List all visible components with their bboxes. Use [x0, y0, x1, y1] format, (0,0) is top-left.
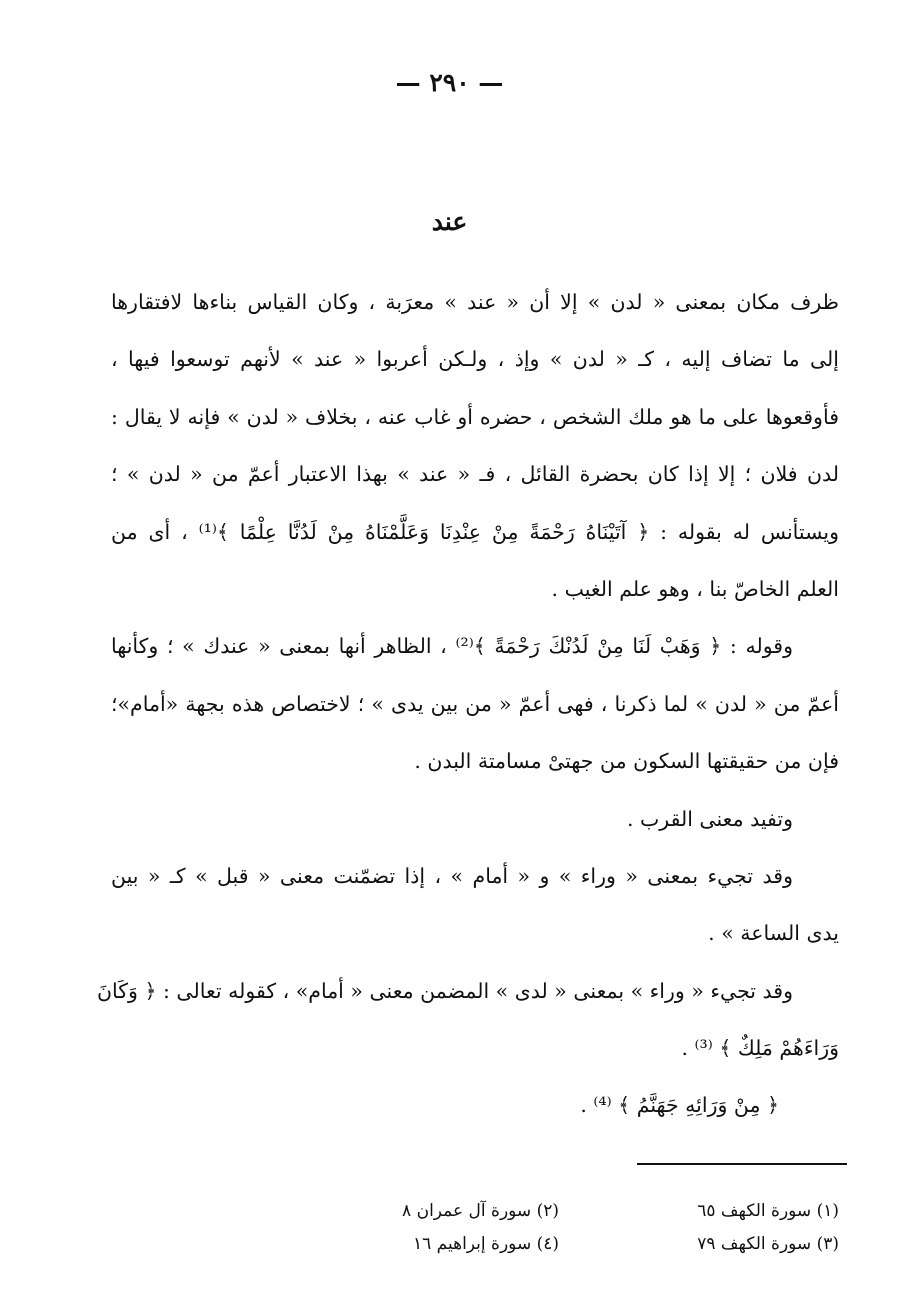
section-heading: عند [431, 207, 468, 236]
body-line: العلم الخاصّ بنا ، وهو علم الغيب . [551, 576, 839, 601]
footnote-3: (٣) سورة الكهف ٧٩ [697, 1234, 839, 1254]
body-line: ظرف مكان بمعنى « لدن » إلا أن « عند » معرَبة ، وكان القياس بناءها لافتقارها [111, 290, 839, 314]
body-line: فأوقعوها على ما هو ملك الشخص ، حضره أو غاب عنه ، بخلاف « لدن » فإنه لا يقال : [111, 404, 839, 429]
body-line: وقد تجيء بمعنى « وراء » و « أمام » ، إذا تضمّنت معنى « قبل » كـ « بين [111, 863, 793, 888]
body-text [97, 282, 839, 1143]
body-line: إلى ما تضاف إليه ، كـ « لدن » وإذ ، ولـكن أعربوا « عند » لأنهم توسعوا فيها ، [111, 347, 839, 372]
body-line: يدى الساعة » . [708, 921, 839, 946]
body-line: وتفيد معنى القرب . [626, 806, 793, 831]
body-line: ويستأنس له بقوله : ﴿ آتَيْنَاهُ رَحْمَةً مِنْ عِنْدِنَا وَعَلَّمْنَاهُ مِنْ لَدُنَّا عِلْمًا ﴾⁽¹⁾ ، أى من [111, 519, 839, 544]
body-line: ﴿ مِنْ وَرَائِهِ جَهَنَّمُ ﴾ ⁽⁴⁾ . [580, 1093, 779, 1118]
body-line: وقوله : ﴿ وَهَبْ لَنَا مِنْ لَدُنْكَ رَحْمَةً ﴾⁽²⁾ ، الظاهر أنها بمعنى « عندك » ؛ وكأنها [111, 634, 793, 659]
footnote-divider [637, 1163, 847, 1165]
footnote-2: (٢) سورة آل عمران ٨ [402, 1201, 559, 1221]
body-line: وقد تجيء « وراء » بمعنى « لدى » المضمن معنى « أمام» ، كقوله تعالى : ﴿ وَكَانَ [97, 978, 793, 1003]
body-line: فإن من حقيقتها السكون من جهتىْ مسامتة البدن . [414, 749, 839, 774]
footnotes [279, 1198, 839, 1258]
footnote-1: (١) سورة الكهف ٦٥ [697, 1201, 839, 1221]
body-line: لدن فلان ؛ إلا إذا كان بحضرة القائل ، فـ « عند » بهذا الاعتبار أعمّ من « لدن » ؛ [111, 462, 839, 487]
body-line: وَرَاءَهُمْ مَلِكٌ ﴾ ⁽³⁾ . [681, 1036, 839, 1061]
body-line: أعمّ من « لدن » لما ذكرنا ، فهى أعمّ « من بين يدى » ؛ لاختصاص هذه بجهة «أمام»؛ [111, 691, 839, 716]
footnote-4: (٤) سورة إبراهيم ١٦ [413, 1234, 559, 1254]
page-number: — ٢٩٠ — [395, 68, 504, 97]
